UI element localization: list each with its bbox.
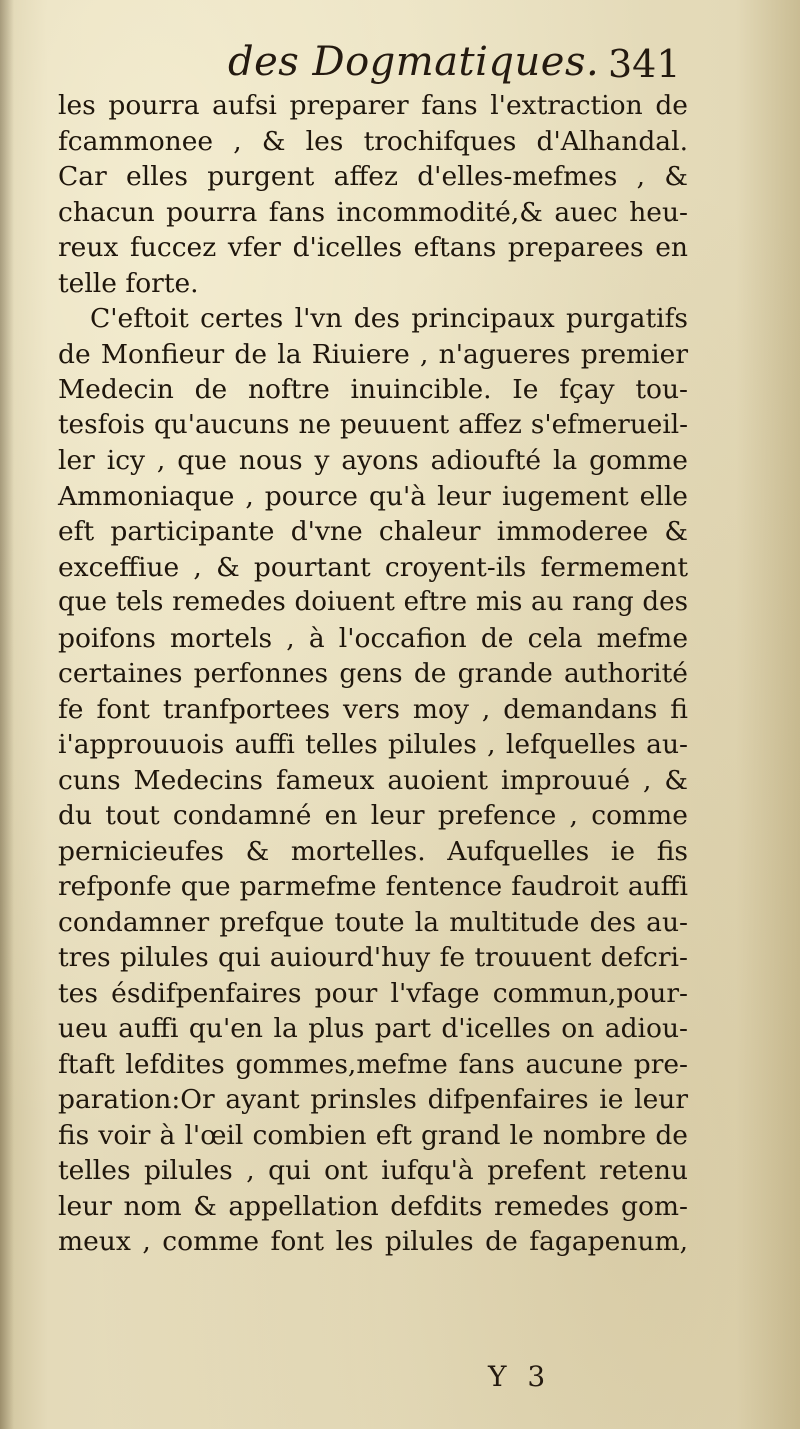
text-line: de Monfieur de la Riuiere , n'agueres premier xyxy=(58,338,688,370)
text-line: refponfe que parmefme fentence faudroit auffi xyxy=(58,871,688,902)
text-line: Car elles purgent affez d'elles-mefmes , & xyxy=(58,161,688,192)
paragraph-1 xyxy=(58,88,688,301)
text-line: les pourra aufsi preparer fans l'extraction de xyxy=(58,90,688,121)
text-line: telle forte. xyxy=(58,267,199,299)
text-line: condamner prefque toute la multitude des au- xyxy=(58,906,688,938)
text-line: Medecin de noftre inuincible. Ie fçay tou- xyxy=(58,374,688,405)
text-line: poifons mortels , à l'occafion de cela mefme xyxy=(58,622,688,654)
text-line: certaines perfonnes gens de grande authorité xyxy=(58,658,688,689)
text-line: telles pilules , qui ont iufqu'à prefent retenu xyxy=(58,1155,688,1186)
text-line: chacun pourra fans incommodité,& auec heu- xyxy=(58,196,688,228)
text-line: que tels remedes doiuent eftre mis au rang des xyxy=(58,587,688,617)
page-number: 341 xyxy=(608,42,681,86)
text-line: eft participante d'vne chaleur immoderee & xyxy=(58,516,688,547)
page-gutter-shadow xyxy=(0,0,14,1429)
body-text xyxy=(58,88,688,1260)
paragraph-2 xyxy=(58,301,688,1260)
text-line: fe font tranfportees vers moy , demandans fi xyxy=(58,693,688,725)
text-line: C'eftoit certes l'vn des principaux purgatifs xyxy=(90,303,688,334)
text-line: exceffiue , & pourtant croyent-ils fermement xyxy=(58,551,688,583)
running-head: des Dogmatiques. xyxy=(228,39,600,85)
signature-mark: Y 3 xyxy=(488,1360,552,1393)
text-line: Ammoniaque , pource qu'à leur iugement elle xyxy=(58,480,688,512)
text-line: fcammonee , & les trochifques d'Alhandal. xyxy=(58,125,688,157)
text-line: tes ésdifpenfaires pour l'vfage commun,pour- xyxy=(58,977,688,1009)
text-line: reux fuccez vfer d'icelles eftans preparees en xyxy=(58,232,688,263)
text-line: ueu auffi qu'en la plus part d'icelles on adiou- xyxy=(58,1013,688,1044)
text-line: fis voir à l'œil combien eft grand le nombre de xyxy=(58,1119,688,1151)
text-line: du tout condamné en leur prefence , comme xyxy=(58,800,688,831)
text-line: paration:Or ayant prinsles difpenfaires ie leur xyxy=(58,1084,688,1115)
text-line: tesfois qu'aucuns ne peuuent affez s'efmerueil- xyxy=(58,409,688,440)
text-line: ftaft lefdites gommes,mefme fans aucune pre- xyxy=(58,1048,688,1080)
text-line: cuns Medecins fameux auoient improuué , & xyxy=(58,764,688,796)
text-line: meux , comme font les pilules de fagapenum, xyxy=(58,1226,688,1257)
text-line: pernicieufes & mortelles. Aufquelles ie fis xyxy=(58,835,688,867)
text-line: ler icy , que nous y ayons adioufté la gomme xyxy=(58,445,688,476)
text-line: leur nom & appellation defdits remedes gom- xyxy=(58,1190,688,1222)
text-line: tres pilules qui auiourd'huy fe trouuent defcri- xyxy=(58,942,688,973)
text-line: i'approuuois auffi telles pilules , lefquelles au- xyxy=(58,729,688,760)
